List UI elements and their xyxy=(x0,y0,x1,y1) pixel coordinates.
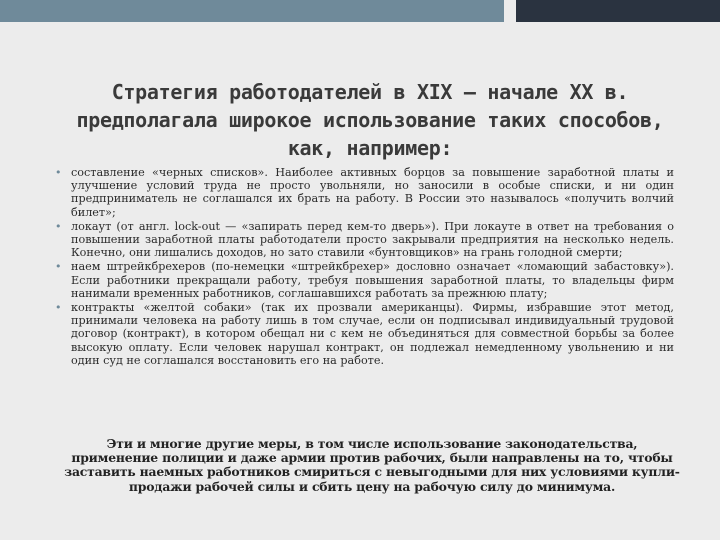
top-decor-bar xyxy=(0,0,720,22)
bullet-text: локаут (от англ. lock-out — «запирать перед кем-то дверь»). При локауте в ответ на требования о повышении заработной платы работодатели просто закрывали предприятия на несколько недель. Конечно, они лишались доходов, но зато ставили «бунтовщиков» на грань голодной смерти; xyxy=(71,219,674,260)
bullet-dot-icon: • xyxy=(55,260,62,274)
bullet-text: контракты «желтой собаки» (так их прозвали американцы). Фирмы, избравшие этот метод, принимали человека на работу лишь в том случае, если он подписывал индивидуальный трудовой договор (контракт), в котором обещал ни с кем не объединяться для совместной борьбы за более высокую оплату. Если человек нарушал контракт, он подлежал немедленному увольнению и ни один суд не соглашался восстановить его на работе. xyxy=(71,301,674,367)
bullet-item-black-lists xyxy=(55,166,674,219)
top-bar-light-segment xyxy=(0,0,504,22)
slide-title: Стратегия работодателей в XIX — начале XX в. предполагала широкое использование таких способов, как, например: xyxy=(76,80,664,160)
bullet-dot-icon: • xyxy=(55,219,62,233)
bullet-list xyxy=(55,166,674,368)
bullet-text: наем штрейкбрехеров (по-немецки «штрейкбрехер» дословно означает «ломающий забастовку»). Если работники прекращали работу, требуя повышения заработной платы, то владельцы фирм нанимали временных работников, соглашавшихся работать за прежнюю плату; xyxy=(71,260,674,300)
bullet-text: составление «черных списков». Наиболее активных борцов за повышение заработной платы и улучшение условий труда не просто увольняли, но заносили в особые списки, и ни один предприниматель не соглашался их брать на работу. В России это называлось «получить волчий билет»; xyxy=(71,166,674,219)
bullet-item-lockout xyxy=(55,220,674,260)
top-bar-dark-segment xyxy=(516,0,720,22)
conclusion-text: Эти и многие другие меры, в том числе использование законодательства, применение полиции и даже армии против рабочих, были направлены на то, чтобы заставить наемных работников смириться с невыгодными для них условиями купли-продажи рабочей силы и сбить цену на рабочую силу до минимума. xyxy=(64,436,680,494)
bullet-item-strikebreakers xyxy=(55,260,674,300)
bullet-dot-icon: • xyxy=(55,166,62,179)
bullet-item-yellow-dog xyxy=(55,301,674,367)
top-bar-gap xyxy=(504,0,516,22)
bullet-dot-icon: • xyxy=(55,301,62,315)
